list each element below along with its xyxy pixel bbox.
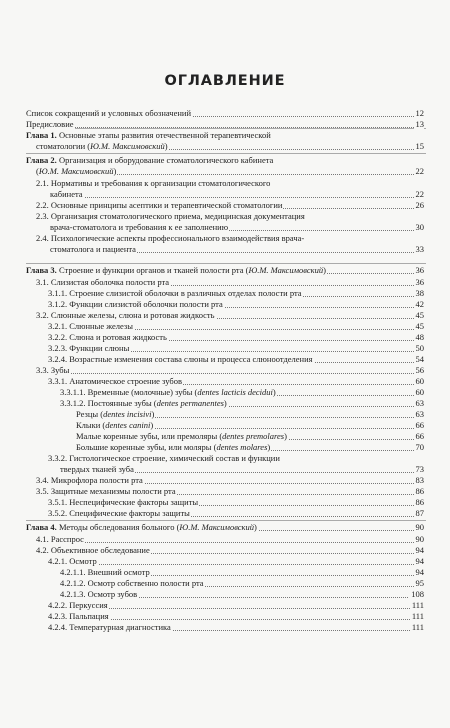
toc-entry-text: Большие коренные зубы, или моляры (dentes molares) [76,442,271,452]
dot-leader [48,564,424,565]
toc-page-number: 111 [411,600,424,610]
toc-entry-text: 3.5.1. Неспецифические факторы защиты [48,497,199,507]
toc-page-number: 90 [415,534,424,544]
toc-entry-text: 2.3. Организация стоматологического приема, медицинская документация [36,211,305,221]
toc-entry-text: 3.3.2. Гистологическое строение, химический состав и функции [48,453,280,463]
page-title: ОГЛАВЛЕНИЕ [164,73,286,89]
toc-page-number: 108 [411,589,424,599]
toc-page-number: 42 [415,299,424,309]
toc-page-number: 60 [415,387,424,397]
toc-entry-text: 4.2.1. Осмотр [48,556,97,566]
toc-page-number: 73 [415,464,424,474]
toc-page-number: 63 [415,409,424,419]
toc-entry-text: 3.5. Защитные механизмы полости рта [36,486,176,496]
toc-page-number: 94 [415,556,424,566]
dot-leader [36,373,424,374]
toc-entry-text: 3.3. Зубы [36,365,70,375]
toc-page-number: 90 [415,522,424,532]
toc-page-number: 22 [415,166,424,176]
toc-page-number: 45 [415,310,424,320]
toc-page-number: 94 [415,567,424,577]
toc-page-number: 60 [415,376,424,386]
toc-entry-text: 3.3.1. Анатомическое строение зубов [48,376,182,386]
toc-entry-text: Предисловие [26,119,74,129]
toc-entry-text: 4.2.1.3. Осмотр зубов [60,589,138,599]
toc-entry-text: (Ю.М. Максимовский) [36,166,117,176]
toc-entry-text: стоматолога и пациента [50,244,136,254]
toc-page-number: 54 [415,354,424,364]
toc-entry-text: 3.1.2. Функции слизистой оболочки полости рта [48,299,223,309]
toc-page-number: 13 [415,119,424,129]
toc-entry-text: 3.2.1. Слюнные железы [48,321,133,331]
section-divider [26,153,426,154]
toc-entry-text: 2.4. Психологические аспекты профессионального взаимодействия врача- [36,233,305,243]
toc-page-number: 87 [415,508,424,518]
toc-entry-text: Глава 1. Основные этапы развития отечественной терапевтической [26,130,271,140]
toc-entry-text: 4.2.1.2. Осмотр собственно полости рта [60,578,204,588]
section-divider [26,263,426,264]
toc-page-number: 111 [411,611,424,621]
toc-entry-text: 4.2.4. Температурная диагностика [48,622,171,632]
toc-entry-text: 3.2. Слюнные железы, слюна и ротовая жидкость [36,310,215,320]
toc-page-number: 26 [415,200,424,210]
toc-page-number: 66 [415,420,424,430]
toc-page-number: 38 [415,288,424,298]
toc-page-number: 36 [415,265,424,275]
toc-page-number: 94 [415,545,424,555]
toc-page-number: 48 [415,332,424,342]
toc-entry-text: 2.1. Нормативы и требования к организации стоматологического [36,178,271,188]
toc-entry-text: 3.2.3. Функции слюны [48,343,130,353]
section-divider [26,128,426,129]
toc-entry-text: Малые коренные зубы, или премоляры (dentes premolares) [76,431,287,441]
toc-page-number: 33 [415,244,424,254]
toc-page-number: 22 [415,189,424,199]
toc-entry-text: кабинета [50,189,83,199]
toc-entry-text: 3.2.4. Возрастные изменения состава слюны и процесса слюноотделения [48,354,313,364]
toc-entry-text: 4.2.3. Пальпация [48,611,109,621]
toc-page-number: 15 [415,141,424,151]
toc-entry-text: 3.2.2. Слюна и ротовая жидкость [48,332,167,342]
toc-entry-text: врача-стоматолога и требования к ее заполнению [50,222,229,232]
toc-entry-text: 3.1. Слизистая оболочка полости рта [36,277,170,287]
dot-leader [36,542,424,543]
toc-page-number: 50 [415,343,424,353]
toc-entry-text: Глава 4. Методы обследования больного (Ю.М. Максимовский) [26,522,257,532]
toc-entry-text: 3.3.1.1. Временные (молочные) зубы (dentes lacticis decidui) [60,387,276,397]
toc-entry-text: Глава 3. Строение и функции органов и тканей полости рта (Ю.М. Максимовский) [26,265,326,275]
toc-entry-text: 4.2. Объективное обследование [36,545,150,555]
toc-entry-text: Список сокращений и условных обозначений [26,108,192,118]
toc-page-number: 66 [415,431,424,441]
section-divider [26,520,426,521]
toc-entry-text: твердых тканей зуба [60,464,134,474]
toc-page-number: 86 [415,497,424,507]
toc-entry-text: 4.2.2. Перкуссия [48,600,108,610]
toc-entry-text: 4.2.1.1. Внешний осмотр [60,567,150,577]
toc-entry-text: 2.2. Основные принципы асептики и терапевтической стоматологии [36,200,283,210]
toc-page-number: 63 [415,398,424,408]
toc-entry-text: стоматологии (Ю.М. Максимовский) [36,141,168,151]
toc-entry-text: Клыки (dentes canini) [76,420,154,430]
toc-page-number: 70 [415,442,424,452]
toc-page-number: 36 [415,277,424,287]
toc-entry-text: 4.1. Расспрос [36,534,84,544]
toc-entry-text: 3.3.1.2. Постоянные зубы (dentes permanentes) [60,398,227,408]
toc-entry-text: 3.4. Микрофлора полости рта [36,475,143,485]
toc-page-number: 86 [415,486,424,496]
toc-entry-text: 3.1.1. Строение слизистой оболочки в различных отделах полости рта [48,288,302,298]
toc-page-number: 95 [415,578,424,588]
toc-page-number: 30 [415,222,424,232]
toc-page-number: 111 [411,622,424,632]
toc-page-number: 83 [415,475,424,485]
toc-page-number: 56 [415,365,424,375]
toc-entry-text: Резцы (dentes incisivi) [76,409,155,419]
toc-entry-text: Глава 2. Организация и оборудование стоматологического кабинета [26,155,274,165]
toc-entry-text: 3.5.2. Специфические факторы защиты [48,508,190,518]
toc-page-number: 45 [415,321,424,331]
toc-page-number: 12 [415,108,424,118]
dot-leader [50,197,424,198]
